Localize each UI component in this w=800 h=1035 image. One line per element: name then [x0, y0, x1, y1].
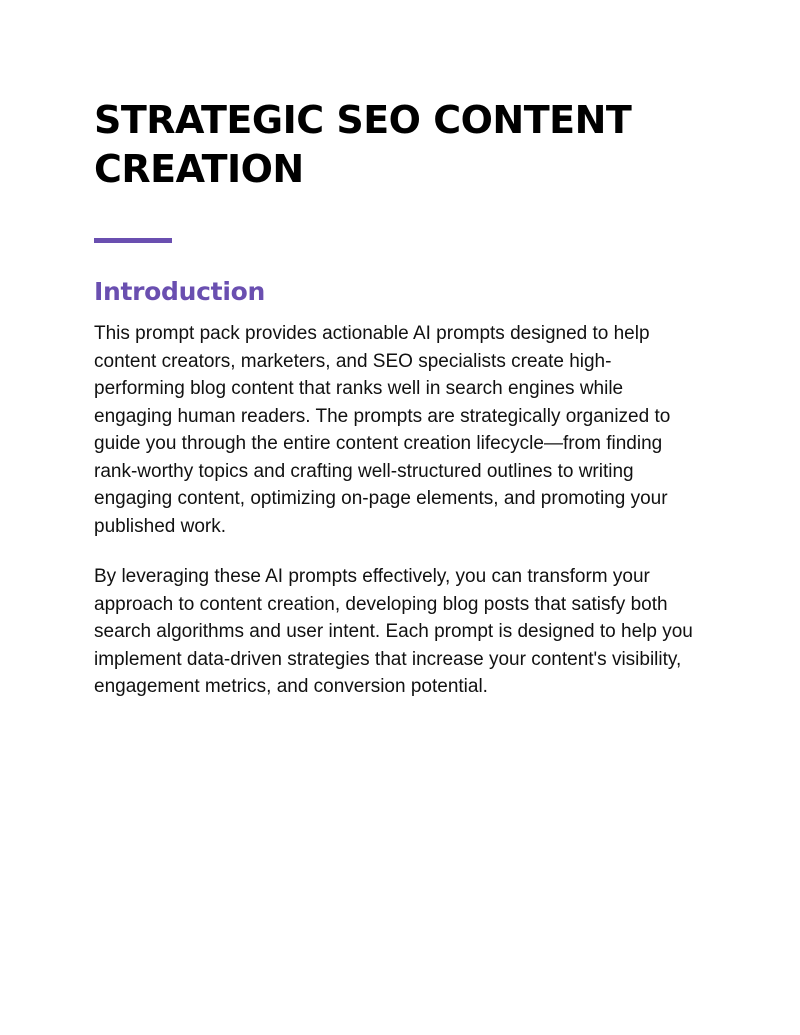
page-title: STRATEGIC SEO CONTENT CREATION: [94, 98, 632, 191]
intro-paragraph-1: This prompt pack provides actionable AI prompts designed to help content creators, marketers, and SEO specialists create high-performing blog content that ranks well in search engines while engaging human readers. The prompts are strategically organized to guide you through the entire content creation lifecycle—from finding rank-worthy topics and crafting well-structured outlines to writing engaging content, optimizing on-page elements, and promoting your published work.: [94, 323, 671, 537]
section-heading-introduction: Introduction: [94, 277, 265, 306]
accent-divider: [94, 238, 172, 243]
intro-paragraph-2: By leveraging these AI prompts effectively, you can transform your approach to content creation, developing blog posts that satisfy both search algorithms and user intent. Each prompt is designed to help you implement data-driven strategies that increase your content's visibility, engagement metrics, and conversion potential.: [94, 566, 693, 697]
document-page: [94, 96, 694, 701]
